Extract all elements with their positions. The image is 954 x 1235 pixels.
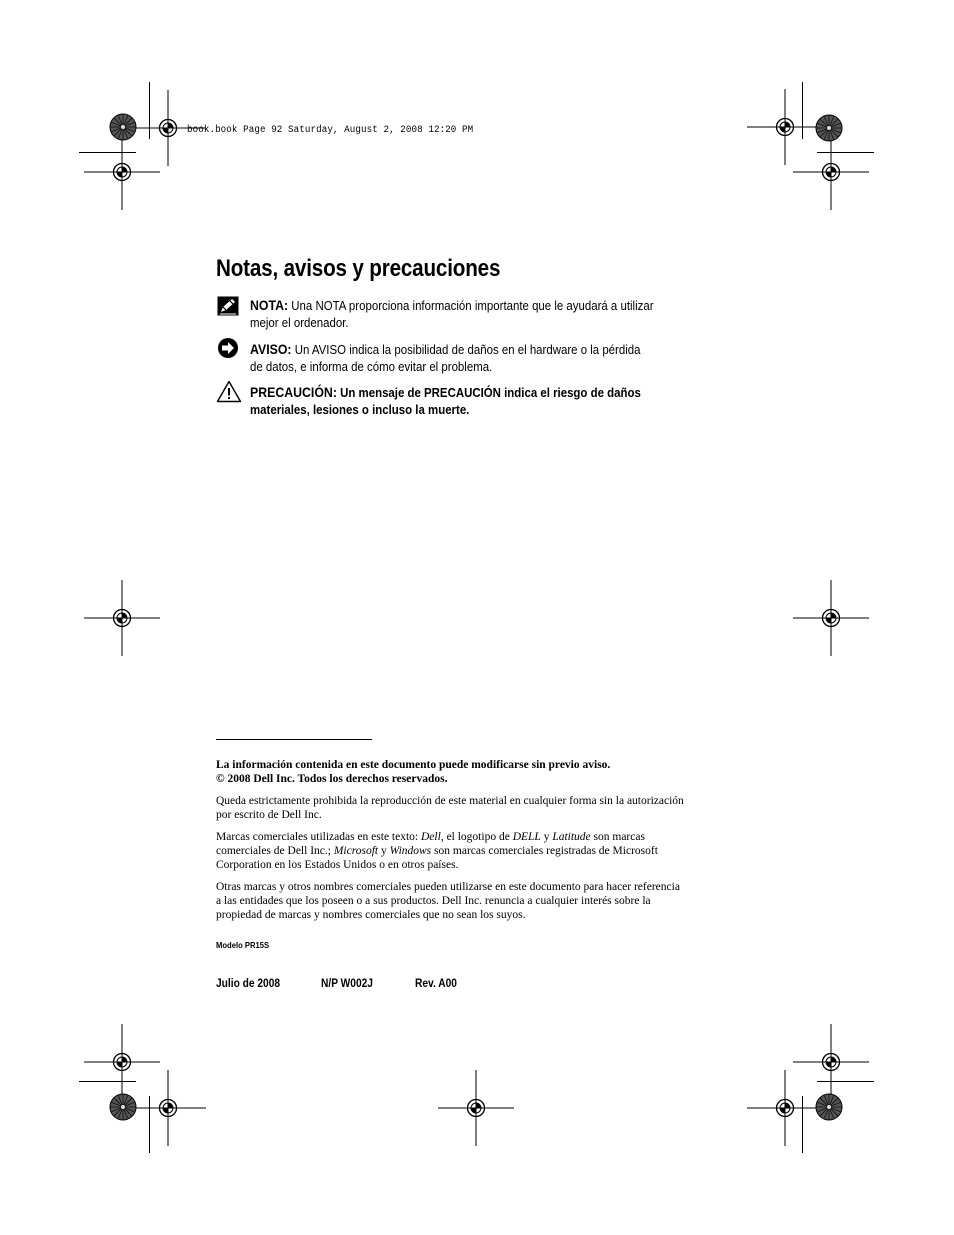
trademarks-paragraph [216, 830, 736, 872]
print-header: book.book Page 92 Saturday, August 2, 2008 12:20 PM [187, 125, 474, 136]
note-nota [250, 297, 720, 331]
notice-arrow-icon [217, 337, 239, 359]
legal-notice-line1: La información contenida en este documento puede modificarse sin previo aviso. [216, 759, 611, 771]
reproduction-line1: Queda estrictamente prohibida la reproducción de este material en cualquier forma sin la autorización [216, 795, 684, 807]
other-line3: propiedad de marcas y nombres comerciales que no sean los suyos. [216, 909, 526, 921]
precaucion-text-line1: Un mensaje de PRECAUCIÓN indica el riesgo de daños [340, 385, 641, 400]
other-trademarks-paragraph [216, 880, 736, 922]
copyright-line: © 2008 Dell Inc. Todos los derechos reservados. [216, 773, 448, 785]
other-line2: a las entidades que los poseen o a sus productos. Dell Inc. renuncia a cualquier interés sobre la [216, 895, 651, 907]
part-number: N/P W002J [321, 976, 373, 990]
page-title: Notas, avisos y precauciones [216, 255, 501, 282]
note-aviso [250, 341, 720, 375]
nota-text-line2: mejor el ordenador. [250, 315, 349, 330]
model-number: Modelo PR15S [216, 940, 270, 950]
aviso-label: AVISO: [250, 341, 292, 357]
other-line1: Otras marcas y otros nombres comerciales pueden utilizarse en este documento para hacer referencia [216, 881, 680, 893]
precaucion-text-line2: materiales, lesiones o incluso la muerte. [250, 402, 470, 417]
trademarks-line1: Marcas comerciales utilizadas en este texto: Dell, el logotipo de DELL y Latitude son marcas [216, 831, 645, 843]
reproduction-paragraph [216, 794, 736, 822]
revision: Rev. A00 [415, 976, 457, 990]
aviso-text-line2: de datos, e informa de cómo evitar el problema. [250, 359, 493, 374]
footnote-divider [216, 739, 372, 740]
trademarks-line3: Corporation en los Estados Unidos o en otros países. [216, 859, 459, 871]
precaucion-label: PRECAUCIÓN: [250, 384, 337, 400]
trademarks-line2: comerciales de Dell Inc.; Microsoft y Windows son marcas comerciales registradas de Microsoft [216, 845, 658, 857]
note-precaucion [250, 384, 720, 418]
note-pencil-icon [217, 296, 239, 316]
nota-text-line1: Una NOTA proporciona información importante que le ayudará a utilizar [291, 298, 654, 313]
aviso-text-line1: Un AVISO indica la posibilidad de daños en el hardware o la pérdida [294, 342, 641, 357]
reproduction-line2: por escrito de Dell Inc. [216, 809, 322, 821]
publication-date: Julio de 2008 [216, 976, 281, 990]
legal-notice [216, 758, 736, 786]
caution-warning-icon [216, 380, 242, 403]
nota-label: NOTA: [250, 297, 289, 313]
